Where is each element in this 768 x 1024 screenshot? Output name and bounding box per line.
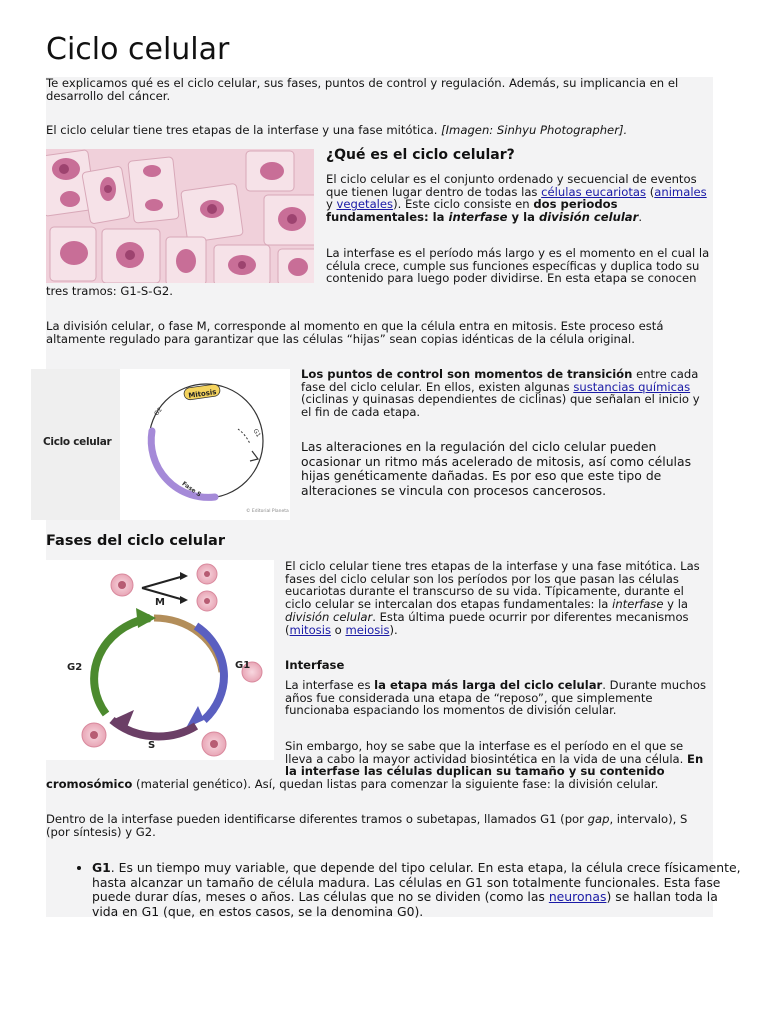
section1-paragraph3	[46, 320, 712, 345]
link-celulas-eucariotas[interactable]: células eucariotas	[541, 184, 647, 199]
s2p2-text2: . Durante muchos años fue considerada una etapa de “reposo”, que simplemente funcionaba espaciando los momentos de división celular.	[285, 678, 706, 718]
phases-cycle-graphic	[46, 560, 274, 760]
caption-credit: [Imagen: Sinhyu Photographer].	[441, 123, 628, 137]
s2p1-text3: . Esta última puede ocurrir por diferentes mecanismos (	[285, 609, 689, 637]
control-points-paragraph2	[301, 440, 715, 498]
cycle-ring-graphic	[120, 369, 290, 520]
s2p3-text2: (material genético). Así, quedan listas para comenzar la siguiente fase: la división celular.	[132, 777, 659, 792]
s1p1-bold2: y la	[507, 210, 539, 225]
s1p3-text: La división celular, o fase M, corresponde al momento en que la célula entra en mitosis. Este proceso está altamente regulado para garantizar que las células “hijas” sean copias idénticas de la célula original.	[46, 319, 664, 346]
diagram-g2-label: G2	[153, 406, 164, 418]
control-text2: (ciclinas y quinasas dependientes de ciclinas) que señalan el inicio y el fin de cada etapa.	[301, 392, 700, 420]
s1p1-text2: (	[646, 184, 655, 199]
s2p2-bold: la etapa más larga del ciclo celular	[374, 678, 603, 692]
control-bold: Los puntos de control son momentos de transición	[301, 367, 633, 381]
s1p1-text4: ). Este ciclo consiste en	[393, 197, 534, 212]
s1p2-text: La interfase es el período más largo y es el momento en el cual la célula crece, cumple sus funciones específicas y duplica todo su contenido para luego poder dividirse. En esta etapa se conocen tres tramos: G1-S-G2.	[46, 246, 710, 299]
intro-text: Te explicamos qué es el ciclo celular, sus fases, puntos de control y regulación. Además, su implicancia en el desarrollo del cáncer.	[46, 76, 679, 103]
s1p1-text5: .	[638, 210, 643, 225]
s2p1-text1: El ciclo celular tiene tres etapas de la interfase y una fase mitótica. Las fases del ciclo celular son los períodos por los que pasan las células eucariotas durante el transcurso de su vida. Típicamente, durante el ciclo celular se intercalan dos etapas fundamentales: la	[285, 559, 700, 612]
interfase-paragraph1	[285, 679, 713, 717]
phases-m-label: M	[155, 597, 165, 608]
interfase-subheading: Interfase	[285, 658, 345, 672]
bullet-g1-label: G1	[92, 860, 111, 875]
control-points-paragraph1	[301, 368, 713, 419]
link-animales[interactable]: animales	[654, 184, 707, 199]
s2p4-text2: , intervalo), S (por síntesis) y G2.	[46, 812, 688, 839]
diagram-label: Ciclo celular	[43, 436, 112, 448]
caption-text: El ciclo celular tiene tres etapas de la interfase y una fase mitótica.	[46, 123, 438, 137]
phases-diagram	[46, 560, 274, 760]
phases-g2-label: G2	[67, 662, 83, 673]
bullet-g1-text2: ) se hallan toda la vida en G1 (que, en estos casos, se la denomina G0).	[92, 889, 718, 919]
intro-paragraph	[46, 77, 706, 102]
link-neuronas[interactable]: neuronas	[548, 889, 607, 904]
s1p1-bold-italic2: división celular	[538, 210, 639, 225]
interfase-paragraph2	[46, 740, 713, 791]
phases-s-label: S	[148, 740, 156, 751]
image-caption	[46, 124, 706, 137]
diagram-mitosis-label: Mitosis	[187, 388, 217, 400]
s2p1-text5: ).	[389, 622, 398, 637]
section-heading-fases: Fases del ciclo celular	[46, 533, 225, 549]
s2p1-italic1: interfase	[612, 597, 664, 612]
s2p1-text4: o	[331, 622, 346, 637]
subetapas-paragraph	[46, 813, 713, 838]
s2p2-text1: La interfase es	[285, 678, 375, 692]
float-spacer	[46, 247, 326, 283]
link-mitosis[interactable]: mitosis	[289, 622, 331, 637]
s2p3-text1: Sin embargo, hoy se sabe que la interfase es el período en el que se lleva a cabo la mayor actividad biosintética en la vida de una célula.	[285, 739, 688, 766]
link-vegetales[interactable]: vegetales	[336, 197, 394, 212]
diagram-s-label: Fase S	[180, 480, 203, 499]
s1p1-text1: El ciclo celular es el conjunto ordenado y secuencial de eventos que tienen lugar dentro de todas las	[326, 172, 697, 199]
phases-g1-label: G1	[235, 660, 251, 671]
diagram-g1-label: G1	[251, 427, 262, 439]
s1p1-bold-italic1: interfase	[448, 210, 508, 225]
cell-cycle-diagram	[31, 369, 290, 520]
section-heading-que-es: ¿Qué es el ciclo celular?	[326, 147, 515, 163]
section2-paragraph1	[285, 560, 713, 636]
section1-paragraph1	[326, 173, 712, 224]
control-text1: entre cada fase del ciclo celular. En ellos, existen algunas	[301, 367, 699, 394]
phases-bullet-list	[68, 861, 742, 919]
float-spacer-2	[46, 740, 285, 766]
s2p1-text2: y la	[663, 597, 689, 612]
control-p2-text: Las alteraciones en la regulación del ciclo celular pueden ocasionar un ritmo más acelerado de mitosis, así como células hijas genéticamente dañadas. Es por eso que este tipo de alteraciones se vincula con procesos cancerosos.	[301, 439, 692, 498]
s2p4-italic: gap	[587, 812, 610, 826]
page-title: Ciclo celular	[46, 32, 230, 67]
list-item	[92, 861, 742, 919]
diagram-credit: © Editorial Planeta	[246, 509, 289, 514]
link-sustancias-quimicas[interactable]: sustancias químicas	[573, 379, 691, 394]
link-meiosis[interactable]: meiosis	[345, 622, 390, 637]
section1-paragraph2	[46, 247, 712, 298]
s2p1-italic2: división celular	[285, 609, 373, 624]
s1p1-bold1: dos periodos fundamentales: la	[326, 197, 618, 225]
s2p3-bold: En la interfase las células duplican su tamaño y su contenido cromosómico	[46, 751, 704, 792]
s2p4-text1: Dentro de la interfase pueden identificarse diferentes tramos o subetapas, llamados G1 (por	[46, 812, 588, 826]
s1p1-text3: y	[326, 197, 337, 212]
bullet-g1-text1: . Es un tiempo muy variable, que depende del tipo celular. En esta etapa, la célula crece físicamente, hasta alcanzar un tamaño de célula madura. Las células en G1 son totalmente funcionales. Esta fase puede durar días, meses o años. Las células que no se dividen (como las	[92, 860, 741, 904]
